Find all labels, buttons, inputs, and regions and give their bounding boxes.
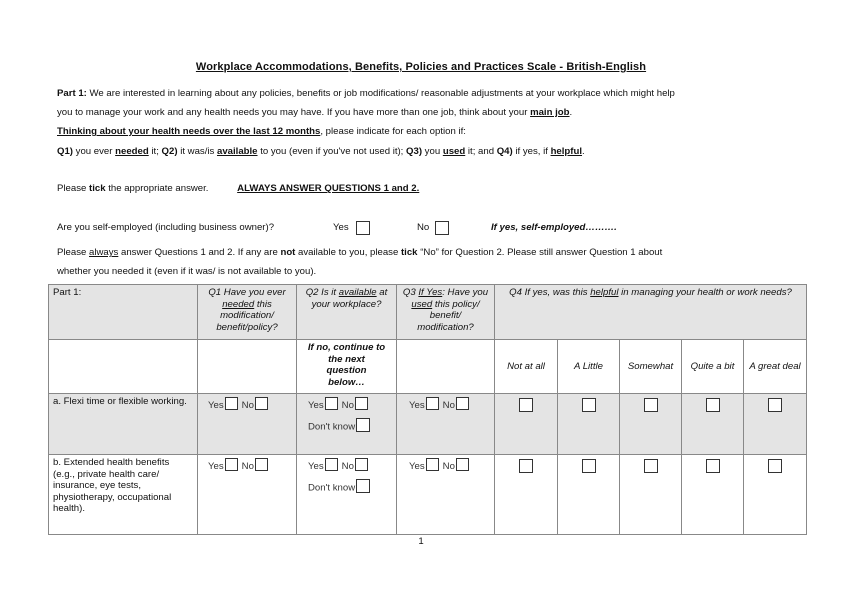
self-employed-no-checkbox[interactable] (435, 221, 449, 235)
used-emphasis: used (442, 146, 466, 157)
q4-header (495, 285, 807, 340)
q2-label: Q2) (161, 146, 178, 157)
q1-header-b: this modification/ benefit/policy? (216, 298, 278, 333)
self-employed-no-label: No (417, 222, 430, 233)
helpful-emphasis: helpful (550, 146, 583, 157)
q4-a-great-deal-checkbox[interactable] (768, 459, 782, 473)
intro-line-2 (57, 107, 797, 119)
q2-no-checkbox[interactable] (355, 397, 368, 410)
q1-yes-checkbox[interactable] (225, 397, 238, 410)
table-subheader-row (49, 340, 807, 394)
q2-no-checkbox[interactable] (355, 458, 368, 471)
q4-quite-a-bit-checkbox[interactable] (706, 398, 720, 412)
q4-a-great-deal-cell (744, 455, 807, 535)
no-label: No (442, 461, 455, 473)
part-header: Part 1: (49, 285, 198, 340)
self-employed-row (57, 222, 797, 238)
q3-yes-checkbox[interactable] (426, 397, 439, 410)
self-employed-note: If yes, self-employed………. (491, 222, 617, 233)
q4-a-little-checkbox[interactable] (582, 459, 596, 473)
pa-text-c: available to you, please (295, 247, 401, 258)
yes-label: Yes (409, 400, 425, 412)
q3-header-c: this policy/ benefit/ modification? (417, 298, 480, 333)
q2-text-a: it was/is (177, 146, 217, 157)
q2-yes-checkbox[interactable] (325, 397, 338, 410)
tick-text-b: the appropriate answer. (105, 183, 209, 194)
scale-somewhat: Somewhat (620, 340, 682, 394)
intro-text-2-end: . (569, 107, 573, 118)
q4-somewhat-cell (620, 455, 682, 535)
yes-label: Yes (308, 461, 324, 473)
please-always-line-1 (57, 247, 797, 259)
q4-a-little-cell (558, 455, 620, 535)
q1-header-needed: needed (222, 298, 255, 310)
table-row (49, 455, 807, 535)
q2-yes-checkbox[interactable] (325, 458, 338, 471)
q1-text-a: you ever (73, 146, 116, 157)
q4-somewhat-cell (620, 394, 682, 455)
q4-not-at-all-cell (495, 455, 558, 535)
empty-cell (49, 340, 198, 394)
q3-header-a: Q3 (402, 287, 419, 298)
q3-answer-cell (397, 455, 495, 535)
scale-a-great-deal: A great deal (744, 340, 807, 394)
q2-text-b: to you (even if you've not used it); (257, 146, 407, 157)
dont-know-label: Don't know (308, 421, 356, 433)
q2-header-available: available (338, 287, 377, 298)
health-needs-emphasis: Thinking about your health needs over the last 12 months (57, 126, 321, 137)
page-title: Workplace Accommodations, Benefits, Policies and Practices Scale - British-English (195, 61, 647, 73)
needed-emphasis: needed (115, 146, 149, 157)
q4-header-b: in managing your health or work needs? (618, 287, 792, 298)
q4-text-b: . (582, 146, 585, 157)
q3-header-b: : Have you (442, 287, 489, 298)
tick-emphasis: tick (89, 183, 106, 194)
q2-header-b: at your workplace? (311, 287, 388, 310)
q4-label: Q4) (496, 146, 513, 157)
yes-label: Yes (208, 400, 224, 412)
intro-questions-line (57, 146, 797, 158)
q1-no-checkbox[interactable] (255, 397, 268, 410)
q1-text-b: it; (148, 146, 162, 157)
page-number: 1 (418, 536, 424, 547)
scale-quite-a-bit: Quite a bit (682, 340, 744, 394)
no-label: No (241, 461, 254, 473)
empty-cell (198, 340, 297, 394)
self-employed-yes-label: Yes (333, 222, 349, 233)
pa-text-a: Please (57, 247, 89, 258)
tick-text-a: Please (57, 183, 89, 194)
q2-dont-know-checkbox[interactable] (356, 479, 370, 493)
q4-quite-a-bit-cell (682, 455, 744, 535)
q2-header (297, 285, 397, 340)
q3-header-ifyes: If Yes (418, 287, 443, 298)
always-answer-notice: ALWAYS ANSWER QUESTIONS 1 and 2. (237, 183, 420, 194)
self-employed-yes-checkbox[interactable] (356, 221, 370, 235)
questionnaire-table (48, 284, 807, 535)
main-job-emphasis: main job (530, 107, 570, 118)
part-label: Part 1: (57, 88, 87, 99)
q1-no-checkbox[interactable] (255, 458, 268, 471)
intro-line-1 (57, 88, 797, 100)
yes-label: Yes (308, 400, 324, 412)
pa-text-d: “No” for Question 2. Please still answer Question 1 about (417, 247, 663, 258)
no-label: No (341, 461, 354, 473)
q4-a-great-deal-cell (744, 394, 807, 455)
q3-header-used: used (411, 298, 433, 310)
q1-header-a: Q1 Have you ever (208, 287, 286, 298)
q4-quite-a-bit-cell (682, 394, 744, 455)
q1-label: Q1) (57, 146, 73, 157)
q4-not-at-all-cell (495, 394, 558, 455)
q2-note: If no, continue to the next question below… (297, 340, 397, 394)
scale-not-at-all: Not at all (495, 340, 558, 394)
q3-header (397, 285, 495, 340)
intro-line-3 (57, 126, 797, 138)
q3-label: Q3) (406, 146, 423, 157)
row-label: a. Flexi time or flexible working. (49, 394, 198, 455)
q4-a-little-checkbox[interactable] (582, 398, 596, 412)
q4-quite-a-bit-checkbox[interactable] (706, 459, 720, 473)
q4-somewhat-checkbox[interactable] (644, 459, 658, 473)
self-employed-question: Are you self-employed (including business owner)? (57, 222, 275, 233)
always-emphasis: always (89, 247, 119, 258)
no-label: No (442, 400, 455, 412)
table-header-row (49, 285, 807, 340)
q1-header (198, 285, 297, 340)
scale-a-little: A Little (558, 340, 620, 394)
q4-header-a: Q4 If yes, was this (509, 287, 591, 298)
q3-no-checkbox[interactable] (456, 397, 469, 410)
empty-cell (397, 340, 495, 394)
q4-a-little-cell (558, 394, 620, 455)
q4-not-at-all-checkbox[interactable] (519, 459, 533, 473)
q1-answer-cell (198, 394, 297, 455)
intro-text-1: We are interested in learning about any policies, benefits or job modifications/ reasonable adjustments at your workplace which might help (86, 88, 675, 99)
q2-header-a: Q2 Is it (305, 287, 339, 298)
q3-answer-cell (397, 394, 495, 455)
q2-answer-cell (297, 455, 397, 535)
q4-not-at-all-checkbox[interactable] (519, 398, 533, 412)
yes-label: Yes (409, 461, 425, 473)
q3-text-b: it; and (465, 146, 497, 157)
table-row (49, 394, 807, 455)
tick-emphasis-2: tick (400, 247, 418, 258)
tick-instruction (57, 183, 797, 195)
row-label: b. Extended health benefits (e.g., private health care/ insurance, eye tests, physiotherapy, occupational health). (49, 455, 198, 535)
intro-text-3: , please indicate for each option if: (320, 126, 466, 137)
not-emphasis: not (280, 247, 296, 258)
q4-header-helpful: helpful (590, 287, 619, 298)
no-label: No (341, 400, 354, 412)
q2-dont-know-checkbox[interactable] (356, 418, 370, 432)
yes-label: Yes (208, 461, 224, 473)
available-emphasis: available (216, 146, 258, 157)
q1-answer-cell (198, 455, 297, 535)
please-always-line-2: whether you needed it (even if it was/ is not available to you). (57, 266, 317, 277)
pa-text-b: answer Questions 1 and 2. If any are (118, 247, 281, 258)
q3-text-a: you (422, 146, 443, 157)
q1-yes-checkbox[interactable] (225, 458, 238, 471)
no-label: No (241, 400, 254, 412)
q3-yes-checkbox[interactable] (426, 458, 439, 471)
q2-answer-cell (297, 394, 397, 455)
q4-text-a: if yes, if (512, 146, 551, 157)
q3-no-checkbox[interactable] (456, 458, 469, 471)
q4-somewhat-checkbox[interactable] (644, 398, 658, 412)
q4-a-great-deal-checkbox[interactable] (768, 398, 782, 412)
dont-know-label: Don't know (308, 482, 356, 494)
intro-text-2: you to manage your work and any health needs you may have. If you have more than one job, think about your (57, 107, 531, 118)
